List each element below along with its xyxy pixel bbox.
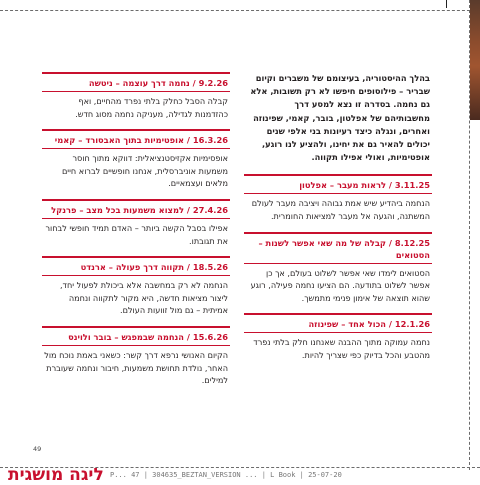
lecture-title: למצוא משמעות בכל מצב – פרנקל [51, 204, 185, 215]
lecture-date: 3.11.25 [394, 180, 430, 191]
intro-paragraph: בהלך ההיסטוריה, בעיצומם של משברים וקיום שבריר – פילוסופים חיפשו לא רק תשובות, אלא גם נחמה. בסדרה זו נצא למסע דרך מחשבותיהם של אפלטון, בובר, קאמי, שפינוזה ואחרים, ונגלה כיצד רעיונות בני אלפי שנים יכולים להאיר גם את יחינו, ולהציע לנו רוגע, אופטימיות, ואולי אפילו תקווה. [250, 73, 430, 163]
lecture-date: 12.1.26 [394, 319, 430, 330]
lecture-entry [244, 313, 432, 361]
lecture-entry [244, 232, 432, 305]
crop-mark [446, 0, 447, 8]
separator: / [189, 78, 196, 88]
lecture-header [244, 232, 432, 264]
lecture-description: נחמה עמוקה מתוך ההבנה שאנחנו חלק בלתי נפרד מהטבע והכל בדיוק כפי שצריך להיות. [253, 337, 430, 360]
lecture-header [42, 256, 230, 276]
separator: / [386, 237, 392, 248]
lecture-description: הקיום האנושי נרפא דרך קשר: כשאני באמת נוכח מול האחר, נולדת תחושת משמעות, חיבור ונחמה שעוברת למילים. [44, 349, 228, 386]
lecture-header [42, 199, 230, 219]
lecture-description: הנחמה ביהדיע שיש אמת גבוהה ויציבה מעבר לעולם המשתנה, והגעה אל מעבר למציאות החומרית. [251, 198, 430, 222]
separator: / [184, 204, 190, 215]
lecture-description: הנחמה לא רק במחשבה אלא ביכולת לפעול יחד, ליצור מציאות חדשה, היא מקור לתקווה ונחמה אמיתית – גם מול זוועות העולם. [59, 280, 228, 316]
lecture-entry [244, 174, 432, 222]
lecture-header [42, 72, 230, 92]
lecture-date: 15.6.26 [192, 331, 228, 342]
lecture-entry [42, 256, 230, 317]
lecture-title: תקווה דרך פעולה – ארנדט [80, 262, 185, 273]
page-number: 49 [33, 445, 42, 453]
separator: / [386, 180, 392, 191]
lecture-date: 18.5.26 [192, 262, 228, 273]
right-column [244, 72, 432, 371]
bleed-image-strip [470, 0, 480, 120]
lecture-date: 27.4.26 [192, 204, 228, 215]
lecture-title: נחמה דרך עוצמה – ניטשה [88, 78, 190, 88]
lecture-title: קבלה של מה שאי אפשר לשנות – הסטואים [258, 237, 430, 260]
separator: / [184, 262, 190, 273]
lecture-entry [42, 199, 230, 247]
lecture-title: לראות מעבר – אפלטון [299, 180, 387, 191]
lecture-entry [42, 129, 230, 190]
lecture-description: אפילו בסבל הקשה ביותר – האדם תמיד חופשי לבחור את תגובתו. [45, 222, 228, 246]
separator: / [184, 331, 190, 342]
separator: / [184, 135, 190, 146]
footer-brand-logo: ליגה מושגית [8, 465, 104, 485]
lecture-entry [42, 72, 230, 120]
lecture-date: 16.3.26 [192, 135, 228, 146]
dashed-trim-line-top [0, 10, 480, 11]
lecture-date: 9.2.26 [198, 78, 228, 88]
lecture-title: הכול אחד – שפינוזה [308, 319, 387, 330]
separator: / [386, 319, 392, 330]
lecture-entry [42, 326, 230, 387]
print-slug: P... 47 | 304635_BEZTAN_VERSION ... | L Book | 25-07-20 [110, 471, 342, 479]
lecture-header [244, 174, 432, 194]
lecture-description: קבלה הסבל כחלק בלתי נפרד מהחיים, ואף כהזדמנות לגדילה, מעניקה נחמה מסוג חדש. [75, 96, 228, 119]
lecture-title: הנחמה שבמפגש – בובר ולוינס [68, 331, 185, 342]
lecture-title: אופטימיות בתוך האבסורד – קאמי [54, 135, 185, 146]
lecture-description: אופסימיות אקזיסטנציאלית: דווקא מתוך חוסר משמעות אוניברסלית, אנחנו חופשיים לברוא חיים מלאים ועצמאיים. [61, 153, 228, 189]
lecture-date: 8.12.25 [394, 237, 430, 248]
lecture-header [244, 313, 432, 333]
lecture-description: הסטואים לימדו שאי אפשר לשלוט בעולם, אך כן אפשר לשלוט בתודעה. הם הציעו נחמה פעילה, רוגע שהוא תוצאה של אימון פנימי מתמשך. [250, 267, 430, 303]
lecture-header [42, 129, 230, 149]
left-column [42, 72, 230, 396]
lecture-header [42, 326, 230, 346]
